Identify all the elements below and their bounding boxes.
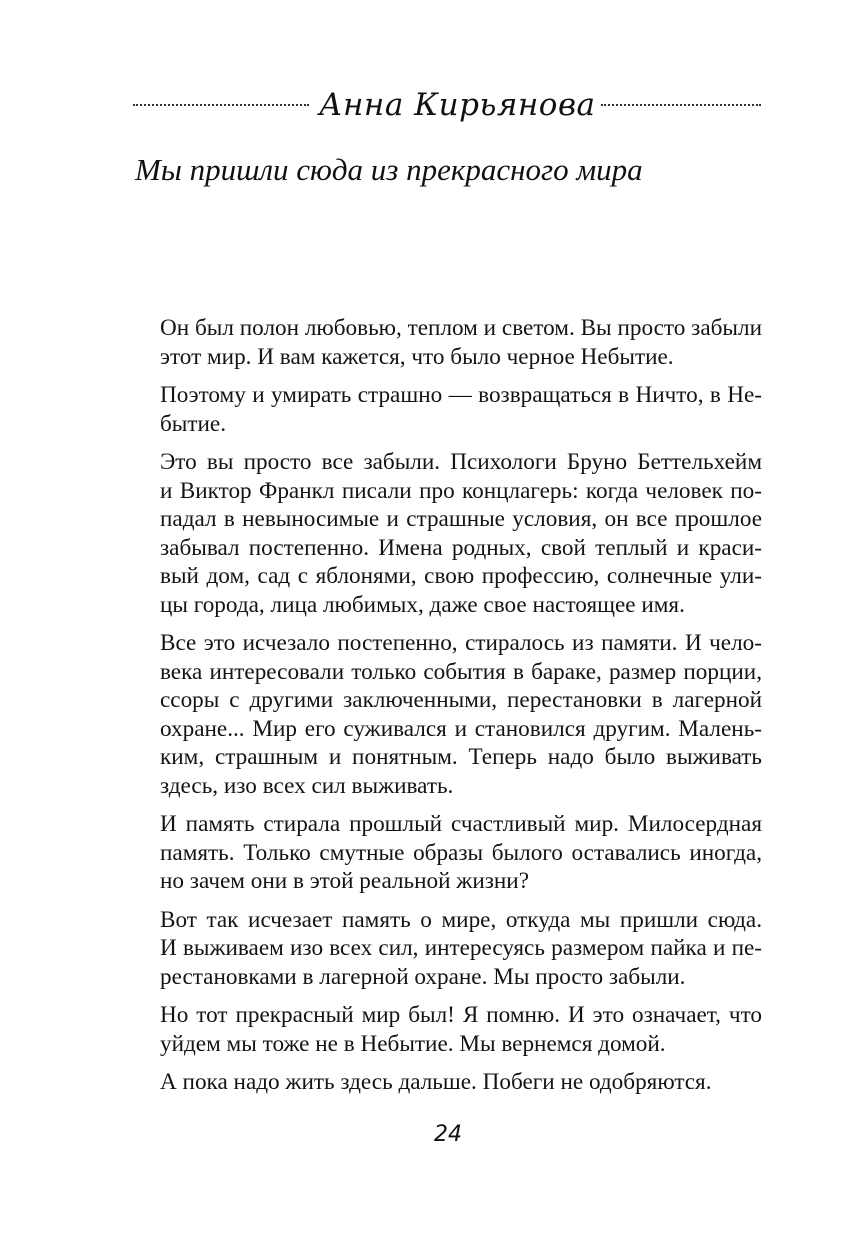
text-line: падал в невыносимые и страшные условия, он все прошлое	[160, 506, 762, 532]
chapter-title: Мы пришли сюда из прекрасного мира	[135, 152, 643, 187]
paragraph	[160, 906, 762, 992]
text-line: ким, страшным и понятным. Теперь надо было выживать	[160, 744, 762, 770]
text-line: уйдем мы тоже не в Небытие. Мы вернемся домой.	[160, 1030, 666, 1057]
paragraph	[160, 1001, 762, 1058]
text-line: вый дом, сад с яблонями, свою профессию, солнечные ули-	[160, 563, 762, 589]
text-line: цы города, лица любимых, даже свое настоящее имя.	[160, 591, 685, 618]
text-line: этот мир. И вам кажется, что было черное Небытие.	[160, 343, 674, 370]
paragraph	[160, 1068, 762, 1097]
text-line: Вот так исчезает память о мире, откуда мы пришли сюда.	[160, 906, 762, 933]
text-line: бытие.	[160, 410, 227, 437]
text-line: здесь, изо всех сил выживать.	[160, 772, 454, 799]
paragraph	[160, 314, 762, 371]
text-line: Он был полон любовью, теплом и светом. Вы просто забыли	[160, 315, 762, 341]
text-line: охране... Мир его суживался и становился другим. Малень-	[160, 715, 762, 742]
text-line: и Виктор Франкл писали про концлагерь: когда человек по-	[160, 477, 762, 504]
header-rule-right	[601, 104, 761, 106]
text-line: память. Только смутные образы былого оставались иногда,	[160, 839, 762, 866]
text-line: века интересовали только события в бараке, размер порции,	[160, 658, 762, 685]
text-line: ссоры с другими заключенными, перестановки в лагерной	[160, 687, 762, 713]
text-line: И память стирала прошлый счастливый мир. Милосердная	[160, 811, 762, 837]
text-line: рестановками в лагерной охране. Мы просто забыли.	[160, 963, 686, 990]
text-line: И выживаем изо всех сил, интересуясь размером пайка и пе-	[160, 935, 762, 961]
text-line: А пока надо жить здесь дальше. Побеги не одобряются.	[160, 1069, 712, 1095]
paragraph	[160, 381, 762, 438]
paragraph	[160, 629, 762, 800]
text-line: забывал постепенно. Имена родных, свой теплый и краси-	[160, 534, 762, 561]
body-text	[160, 314, 762, 1097]
author-name: Анна Кирьянова	[319, 87, 596, 123]
text-line: Но тот прекрасный мир был! Я помню. И это означает, что	[160, 1002, 762, 1028]
paragraph	[160, 448, 762, 619]
text-line: Все это исчезало постепенно, стиралось из памяти. И чело-	[160, 630, 762, 656]
text-line: Это вы просто все забыли. Психологи Бруно Беттельхейм	[160, 449, 762, 475]
header-rule-left	[133, 104, 309, 106]
page-number: 24	[434, 1122, 462, 1147]
paragraph	[160, 810, 762, 896]
running-header	[133, 80, 761, 130]
text-line: Поэтому и умирать страшно — возвращаться в Ничто, в Не-	[160, 382, 762, 408]
text-line: но зачем они в этой реальной жизни?	[160, 868, 529, 894]
